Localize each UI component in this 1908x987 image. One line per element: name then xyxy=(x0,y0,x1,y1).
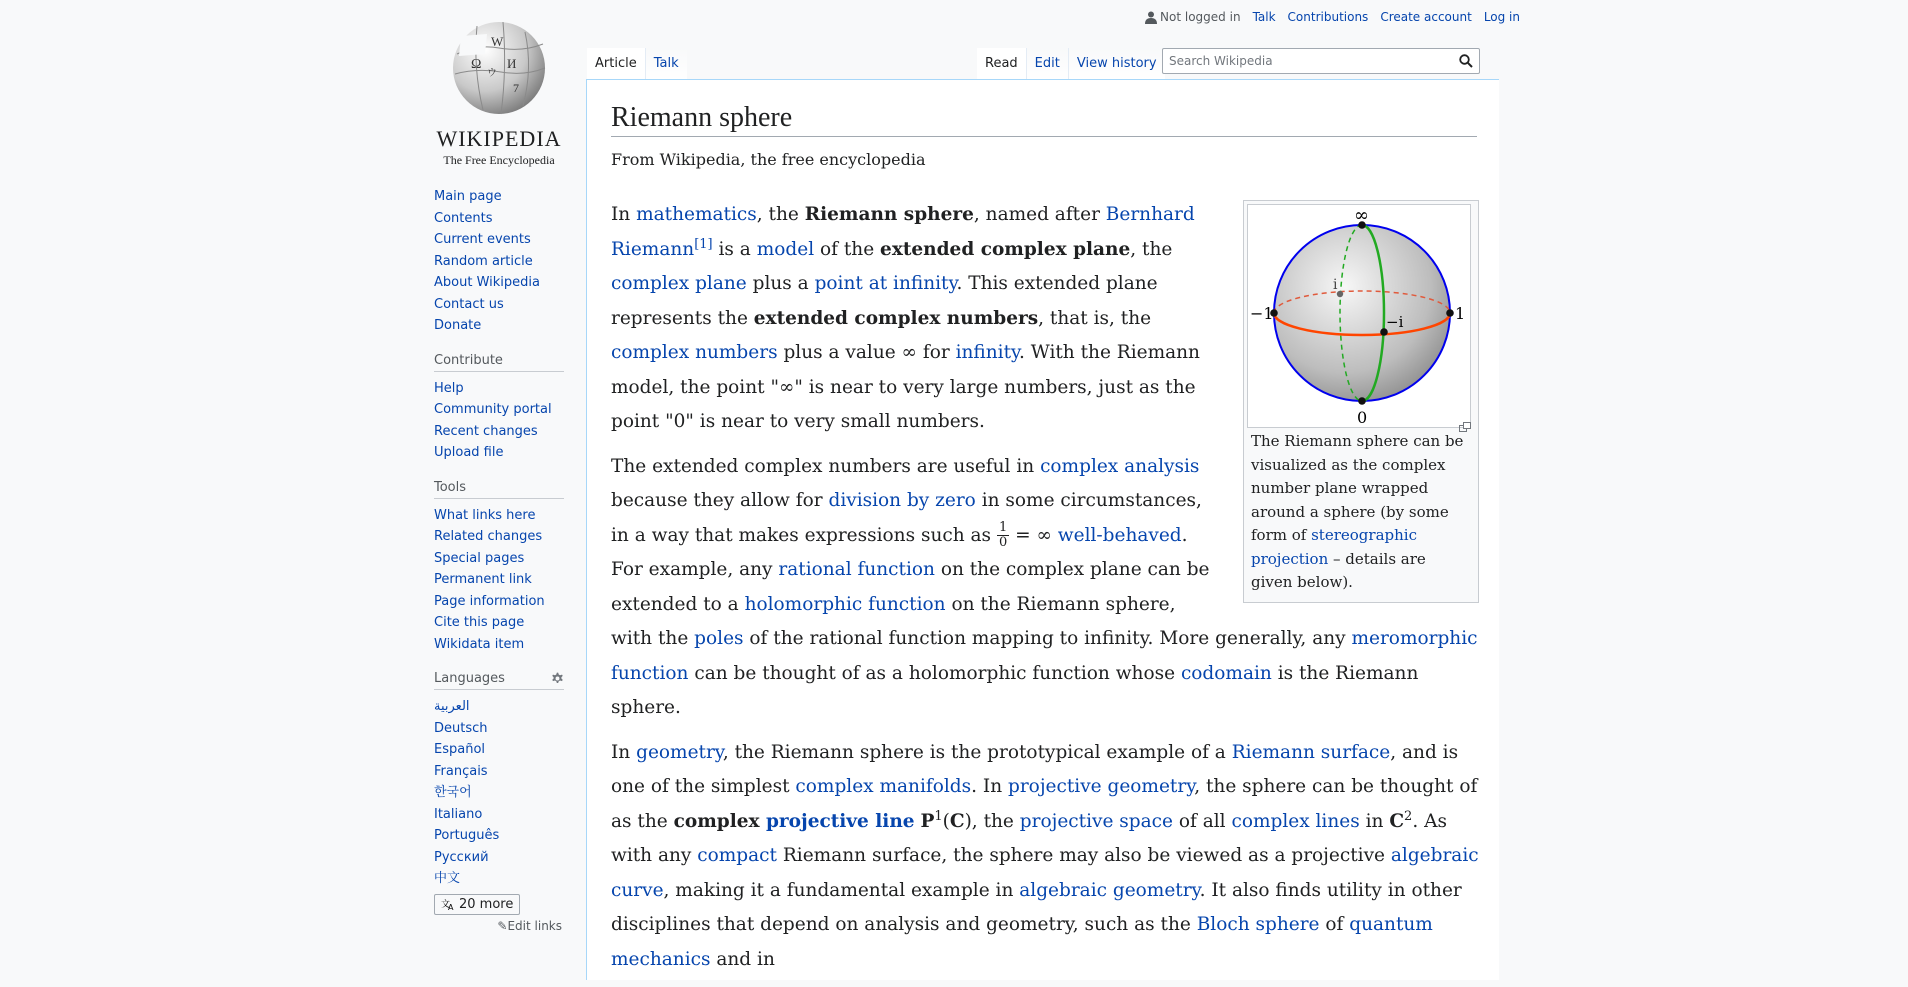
sidebar-tools-link-page-information[interactable]: Page information xyxy=(434,593,545,609)
sidebar-contribute-link-help[interactable]: Help xyxy=(434,380,464,396)
fraction-numerator: 1 xyxy=(998,520,1008,535)
sidebar-tools-link-permanent-link[interactable]: Permanent link xyxy=(434,572,532,587)
fraction-denominator: 0 xyxy=(998,535,1008,550)
sidebar-tools-item xyxy=(434,548,564,570)
article-link-quantum-mechanics[interactable]: quantum mechanics xyxy=(611,914,1433,970)
tab-view-history[interactable]: View history xyxy=(1068,48,1165,81)
tools-list xyxy=(434,505,564,656)
sidebar-language-link-0[interactable]: العربية xyxy=(434,699,470,714)
article-link-projective-geometry[interactable]: projective geometry xyxy=(1008,776,1195,797)
svg-text:W: W xyxy=(491,34,504,49)
contribute-list xyxy=(434,378,564,464)
more-languages-button[interactable] xyxy=(434,894,520,915)
languages-heading: Languages xyxy=(434,671,505,686)
article-link-projective-line[interactable]: projective line xyxy=(765,810,915,832)
text-run: of all xyxy=(1172,810,1232,832)
article-link-model[interactable]: model xyxy=(756,238,815,260)
sidebar-nav-link-donate[interactable]: Donate xyxy=(434,318,482,333)
talk-link[interactable]: Talk xyxy=(1252,10,1276,24)
tools-portal xyxy=(434,480,564,656)
label-one: 1 xyxy=(1455,304,1466,323)
sidebar-language-item xyxy=(434,804,564,826)
article-link-projective-space[interactable]: projective space xyxy=(1019,810,1173,832)
text-run: on the Riemann sphere, with the xyxy=(611,593,1176,649)
article-link-division-by-zero[interactable]: division by zero xyxy=(828,490,976,511)
point-one xyxy=(1446,309,1454,317)
sidebar-contribute-link-community-portal[interactable]: Community portal xyxy=(434,402,552,417)
article-link-com-plex-plane[interactable]: complex plane xyxy=(611,273,747,294)
article-link-compact[interactable]: compact xyxy=(697,845,777,866)
sidebar-nav-item xyxy=(434,272,564,294)
citation-link[interactable]: [1] xyxy=(694,236,713,252)
navigation-list xyxy=(434,186,564,337)
sidebar-language-item xyxy=(434,868,564,890)
article-link-well-behaved[interactable]: well-behaved xyxy=(1057,524,1182,546)
article-link-rational-function[interactable]: rational function xyxy=(778,559,935,580)
text-run: ), the xyxy=(964,810,1020,832)
text-run: is a xyxy=(712,238,757,260)
text-run: . For example, any xyxy=(611,524,1188,580)
sidebar-tools-link-cite-this-page[interactable]: Cite this page xyxy=(434,615,525,630)
text-run: . As with any xyxy=(611,810,1447,866)
svg-text:7: 7 xyxy=(513,81,519,95)
text-run: , the xyxy=(756,204,805,225)
languages-header xyxy=(434,671,564,690)
text-run: , the xyxy=(1130,238,1173,260)
sidebar-language-link-espa-ol[interactable]: Español xyxy=(434,742,486,757)
tab-read[interactable]: Read xyxy=(977,48,1026,81)
bold-term: Riemann sphere xyxy=(804,204,974,225)
sidebar-contribute-item xyxy=(434,378,564,400)
riemann-sphere-image[interactable] xyxy=(1247,204,1471,428)
article-link-geometry[interactable]: geometry xyxy=(636,741,723,763)
personal-tools xyxy=(1145,10,1520,24)
article-link-bloch-sphere[interactable]: Bloch sphere xyxy=(1196,914,1320,935)
sidebar-language-item xyxy=(434,718,564,740)
sidebar-tools-link-related-changes[interactable]: Related changes xyxy=(434,529,543,544)
bold-term: C xyxy=(949,810,965,832)
text-run: in xyxy=(1359,810,1390,832)
site-subtitle: From Wikipedia, the free encyclopedia xyxy=(611,150,926,169)
article-link-codomain[interactable]: codomain xyxy=(1180,662,1272,684)
text-run: , the sphere can be thought of as the xyxy=(611,776,1478,832)
svg-text:Ω: Ω xyxy=(471,57,482,72)
text-run: In xyxy=(611,204,637,225)
figure-thumbnail xyxy=(1243,200,1479,603)
bold-term: extended complex plane xyxy=(880,238,1131,260)
article-body xyxy=(611,198,1479,987)
contribute-portal xyxy=(434,353,564,464)
sidebar-tools-item xyxy=(434,526,564,548)
text-run: of the rational function mapping to infinity. More generally, any xyxy=(743,628,1352,649)
text-run: and in xyxy=(710,948,775,970)
sidebar-nav-item xyxy=(434,229,564,251)
sidebar-language-link-fran-ais[interactable]: Français xyxy=(434,763,488,779)
sidebar-tools-item xyxy=(434,612,564,634)
page-title: Riemann sphere xyxy=(611,102,1477,137)
text-run: of the xyxy=(814,238,881,260)
gear-icon[interactable] xyxy=(551,672,564,685)
sidebar-nav-link-contents[interactable]: Contents xyxy=(434,210,493,226)
sidebar-language-item xyxy=(434,782,564,804)
svg-text:ウ: ウ xyxy=(487,68,497,79)
sidebar-nav-item xyxy=(434,186,564,208)
edit-links[interactable] xyxy=(434,919,562,933)
article-link-complex-analysis[interactable]: complex analysis xyxy=(1040,455,1200,477)
text-run: In xyxy=(611,741,637,763)
text-run: can be thought of as a holomorphic function whose xyxy=(688,662,1181,684)
text-run: , the Riemann sphere is the prototypical example of a xyxy=(722,741,1232,763)
view-tabs xyxy=(977,48,1165,80)
caption-link[interactable]: stereographic projection xyxy=(1251,526,1417,568)
text-run: , making it a fundamental example in xyxy=(663,879,1020,901)
label-infinity: ∞ xyxy=(1354,205,1369,226)
text-run: The extended complex numbers are useful in xyxy=(611,455,1041,477)
caption-text: The Riemann sphere can be visualized as the complex number plane wrapped around a sphere (by some form of xyxy=(1251,432,1464,544)
sidebar-nav-link-current-events[interactable]: Current events xyxy=(434,232,531,247)
wikipedia-globe-icon xyxy=(447,14,551,118)
article-link-bernhard-riemann[interactable]: Bernhard Riemann xyxy=(611,204,1195,260)
namespace-tabs xyxy=(587,48,687,80)
text-run: of xyxy=(1319,914,1350,935)
text-run: , named after xyxy=(973,204,1106,225)
text-run: . This extended plane represents the xyxy=(611,273,1158,329)
bold-term: complex xyxy=(673,810,766,832)
sidebar-nav-item xyxy=(434,294,564,316)
sidebar-language-link-italiano[interactable]: Italiano xyxy=(434,806,483,822)
wikipedia-tagline: The Free Encyclopedia xyxy=(443,153,555,167)
label-minus-one: −1 xyxy=(1250,304,1274,323)
text-run: in some circumstances, in a way that makes expressions such as xyxy=(611,490,1202,546)
text-run: , and is one of the simplest xyxy=(611,741,1459,797)
text-run: on the complex plane can be extended to a xyxy=(611,559,1210,615)
text-run: = ∞ xyxy=(1009,524,1058,546)
text-run: . With the Riemann model, the point "∞" is near to very large numbers, just as the point "0" is near to very small numbers. xyxy=(611,342,1200,432)
sidebar xyxy=(434,186,564,949)
sidebar-nav-link-contact-us[interactable]: Contact us xyxy=(434,296,504,312)
sidebar-nav-link-random-article[interactable]: Random article xyxy=(434,253,533,269)
text-run: ( xyxy=(942,810,950,832)
wikipedia-wordmark: WIKIPEDIA xyxy=(436,126,562,151)
sidebar-language-item xyxy=(434,847,564,869)
bold-term: extended complex numbers xyxy=(753,307,1039,329)
contribute-heading: Contribute xyxy=(434,353,564,372)
point-i xyxy=(1337,291,1343,297)
contributions-link[interactable]: Contributions xyxy=(1287,10,1369,24)
article-link-algebraic-curve[interactable]: algebraic curve xyxy=(611,845,1479,901)
sidebar-nav-link-about-wikipedia[interactable]: About Wikipedia xyxy=(434,275,540,290)
article-link-infinity[interactable]: infinity xyxy=(955,342,1019,363)
sidebar-language-item xyxy=(434,739,564,761)
languages-portal xyxy=(434,671,564,933)
label-minus-i: −i xyxy=(1386,313,1404,331)
tab-talk[interactable]: Talk xyxy=(645,48,687,81)
languages-list xyxy=(434,696,564,890)
create-account-link[interactable]: Create account xyxy=(1380,10,1472,24)
user-icon xyxy=(1145,11,1157,24)
search-box xyxy=(1162,48,1480,74)
sidebar-tools-item xyxy=(434,634,564,656)
text-run: Riemann surface, the sphere may also be viewed as a projective xyxy=(776,845,1391,866)
sidebar-nav-link-main-page[interactable]: Main page xyxy=(434,189,502,204)
sidebar-nav-item xyxy=(434,315,564,337)
article-link-complex-lines[interactable]: complex lines xyxy=(1231,810,1360,832)
label-zero: 0 xyxy=(1357,408,1368,427)
article-link-algebraic-geometry[interactable]: algebraic geometry xyxy=(1019,879,1200,901)
superscript: 1 xyxy=(934,808,943,824)
sphere-body xyxy=(1274,225,1450,401)
sidebar-contribute-item xyxy=(434,399,564,421)
search-input[interactable] xyxy=(1163,49,1455,73)
sidebar-tools-link-wikidata-item[interactable]: Wikidata item xyxy=(434,636,525,652)
sidebar-language-link-4[interactable]: 한국어 xyxy=(434,785,472,800)
text-run: , that is, the xyxy=(1038,307,1152,329)
fraction xyxy=(997,521,1009,550)
caption-text-end: – details are given below). xyxy=(1251,549,1426,591)
tools-heading: Tools xyxy=(434,480,564,499)
article-link-point-at-infinity[interactable]: point at infinity xyxy=(814,273,957,294)
article-link-mathematics[interactable]: mathematics xyxy=(636,204,757,225)
sidebar-tools-link-special-pages[interactable]: Special pages xyxy=(434,550,525,566)
tab-edit[interactable]: Edit xyxy=(1026,48,1068,81)
sidebar-contribute-item xyxy=(434,421,564,443)
riemann-sphere-diagram xyxy=(1248,205,1470,427)
paragraph-3 xyxy=(611,736,1479,978)
svg-text:A: A xyxy=(448,903,454,910)
sidebar-language-item xyxy=(434,696,564,718)
enlarge-icon[interactable] xyxy=(1459,422,1471,432)
svg-text:И: И xyxy=(507,56,517,71)
text-run: . In xyxy=(971,776,1008,797)
sidebar-nav-item xyxy=(434,251,564,273)
text-run: . It also finds utility in other disciplines that depend on analysis and geometry, such as the xyxy=(611,879,1462,935)
edit-links-label: Edit links xyxy=(507,918,562,933)
translate-icon xyxy=(441,898,455,910)
sidebar-contribute-link-upload-file[interactable]: Upload file xyxy=(434,445,504,460)
sidebar-tools-item xyxy=(434,505,564,527)
sidebar-tools-item xyxy=(434,591,564,613)
article-link-meromorphic-function[interactable]: meromorphic function xyxy=(611,628,1478,684)
text-run: because they allow for xyxy=(611,490,829,511)
sidebar-language-link-7[interactable]: Русский xyxy=(434,849,489,865)
sidebar-language-link-8[interactable]: 中文 xyxy=(434,871,461,886)
more-languages-label: 20 more xyxy=(459,896,514,912)
sidebar-nav-item xyxy=(434,208,564,230)
tab-article[interactable]: Article xyxy=(587,48,645,81)
wikipedia-logo[interactable] xyxy=(434,14,564,168)
text-run: plus a xyxy=(746,273,815,294)
article-link-complex-manifolds[interactable]: complex manifolds xyxy=(795,776,972,797)
article-link-holomorphic-function[interactable]: holomorphic function xyxy=(744,593,946,615)
superscript: 2 xyxy=(1404,808,1413,824)
bold-term: P xyxy=(920,810,935,832)
point-zero xyxy=(1358,397,1366,405)
article-link-complex-numbers[interactable]: complex numbers xyxy=(611,342,778,363)
not-logged-in-label: Not logged in xyxy=(1160,10,1241,24)
figure-caption xyxy=(1247,428,1475,599)
search-icon[interactable] xyxy=(1459,54,1473,68)
sidebar-language-link-deutsch[interactable]: Deutsch xyxy=(434,720,488,736)
sidebar-language-item xyxy=(434,761,564,783)
sidebar-tools-item xyxy=(434,569,564,591)
article-link-poles[interactable]: poles xyxy=(694,628,744,649)
bold-term: C xyxy=(1389,810,1405,832)
text-run: plus a value ∞ for xyxy=(777,342,956,363)
sidebar-language-link-portugu-s[interactable]: Português xyxy=(434,828,500,843)
text-run: is the Riemann sphere. xyxy=(611,662,1419,718)
sidebar-language-item xyxy=(434,825,564,847)
navigation-portal xyxy=(434,186,564,337)
sidebar-tools-link-what-links-here[interactable]: What links here xyxy=(434,507,536,523)
svg-text:文: 文 xyxy=(441,900,451,910)
log-in-link[interactable]: Log in xyxy=(1483,10,1520,24)
sidebar-contribute-item xyxy=(434,442,564,464)
sidebar-contribute-link-recent-changes[interactable]: Recent changes xyxy=(434,423,538,439)
label-i: i xyxy=(1333,277,1338,293)
not-logged-in-status xyxy=(1145,10,1241,24)
article-content xyxy=(586,79,1499,980)
article-link-riemann-surface[interactable]: Riemann surface xyxy=(1231,741,1391,763)
pencil-icon: ✎ xyxy=(497,918,508,933)
